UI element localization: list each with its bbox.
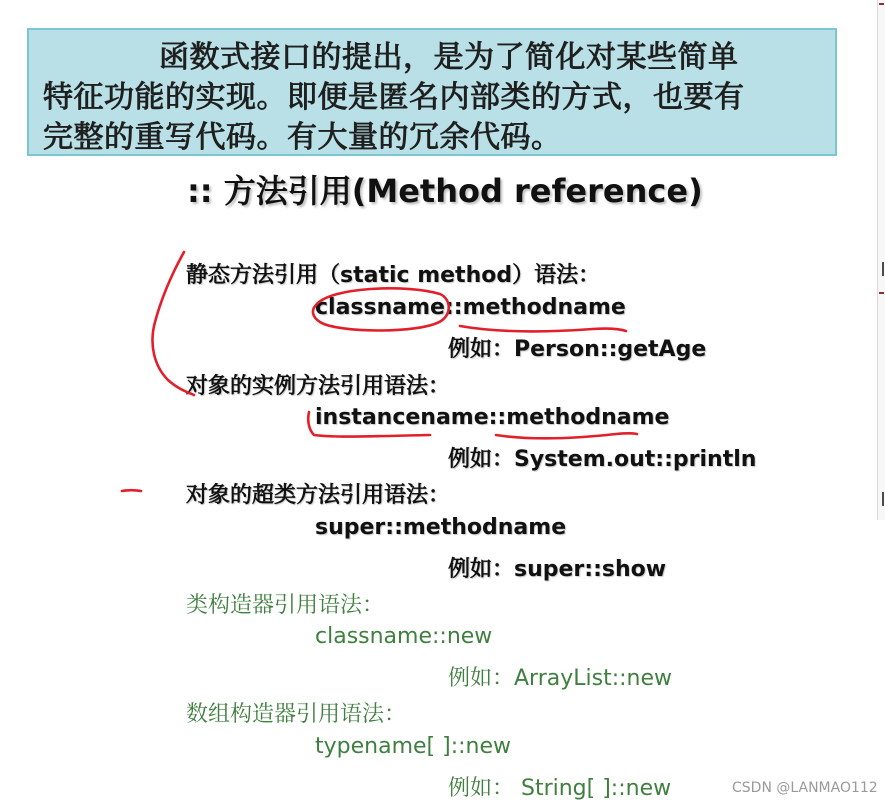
static-method-example: 例如：Person::getAge [448,337,707,362]
watermark: CSDN @LANMAO112 [732,780,878,796]
instance-method-heading: 对象的实例方法引用语法： [186,374,451,399]
editor-mark-1 [879,3,884,5]
super-method-heading: 对象的超类方法引用语法： [186,483,451,508]
intro-line-3: 完整的重写代码。有大量的冗余代码。 [43,120,562,155]
closing-brace-mark-2 [879,492,884,506]
static-method-heading: 静态方法引用（static method）语法： [186,263,601,288]
instance-method-example: 例如：System.out::println [448,447,757,472]
instance-method-syntax: instancename::methodname [315,405,670,430]
slide-title: :: 方法引用(Method reference) [187,172,703,210]
intro-box [27,28,837,156]
array-constructor-example: 例如： String[ ]::new [448,776,672,801]
array-constructor-syntax: typename[ ]::new [315,734,511,759]
editor-mark-2 [879,292,884,294]
editor-edge-strip [877,0,885,520]
super-method-syntax: super::methodname [315,515,567,540]
closing-brace-mark [879,262,884,276]
array-constructor-heading: 数组构造器引用语法： [186,702,407,727]
class-constructor-heading: 类构造器引用语法： [186,593,385,618]
static-method-syntax: classname::methodname [315,295,626,320]
class-constructor-example: 例如：ArrayList::new [448,666,673,691]
super-method-example: 例如：super::show [448,557,667,582]
class-constructor-syntax: classname::new [315,624,493,649]
intro-line-1: 函数式接口的提出，是为了简化对某些简单 [159,40,739,75]
intro-line-2: 特征功能的实现。即便是匿名内部类的方式，也要有 [43,80,745,115]
intro-text [43,38,813,158]
